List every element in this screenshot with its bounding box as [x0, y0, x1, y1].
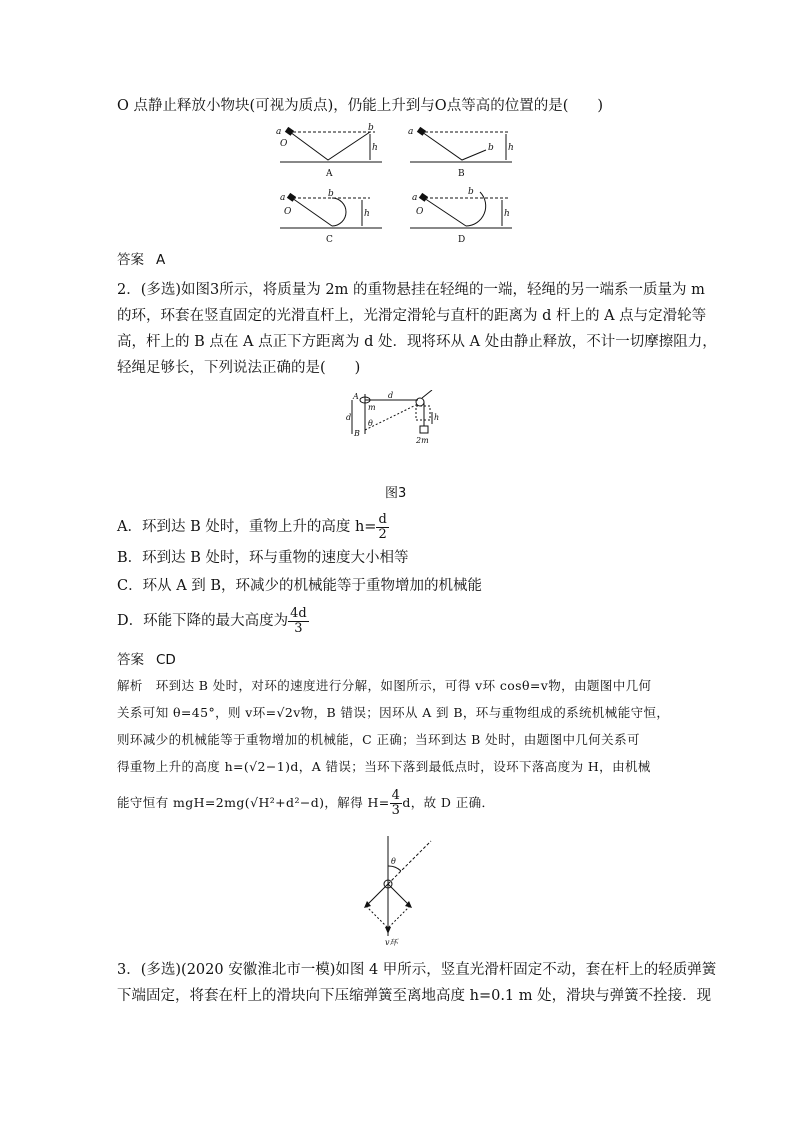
q1-option-B-label: B [458, 169, 465, 179]
answer-value: A [156, 252, 166, 268]
q1-option-A-label: A [326, 169, 333, 179]
option-A-fraction [376, 513, 388, 542]
q2-label-d-side: d [346, 413, 352, 422]
analysis-line4: 得重物上升的高度 h=(√2−1)d，A 错误；当环下落到最低点时，设环下落高度为 H，由机械 [117, 759, 651, 774]
answer-value: CD [156, 652, 176, 668]
q1-label-O: O [284, 207, 292, 217]
q2-label-m: m [368, 403, 376, 412]
analysis-line5-pre: 能守恒有 mgH=2mg(√H²+d²−d)，解得 H= [117, 795, 390, 810]
q1-label-b: b [328, 189, 334, 199]
q2-stem-line1: 2．(多选)如图3所示，将质量为 2m 的重物悬挂在轻绳的一端，轻绳的另一端系一质量为 m [117, 282, 705, 298]
q1-label-h: h [504, 209, 510, 219]
analysis-fraction [390, 789, 403, 818]
analysis-line2: 关系可知 θ=45°，则 v环=√2v物，B 错误；因环从 A 到 B，环与重物组成的系统机械能守恒， [117, 705, 670, 720]
q1-label-O: O [280, 139, 288, 149]
q2-answer [117, 650, 176, 670]
q2-stem-line4: 轻绳足够长，下列说法正确的是( ) [117, 360, 361, 376]
q1-label-h: h [364, 209, 370, 219]
q3-stem-line1: 3．(多选)(2020 安徽淮北市一模)如图 4 甲所示，竖直光滑杆固定不动，套在杆上的轻质弹簧 [117, 962, 717, 978]
frac-den: 3 [294, 620, 303, 636]
q1-stem: O 点静止释放小物块(可视为质点)，仍能上升到与O点等高的位置的是( ) [117, 98, 604, 114]
frac-den: 2 [378, 526, 387, 542]
velocity-decomposition-figure [355, 836, 435, 948]
frac-den: 3 [391, 803, 401, 818]
q1-label-a: a [408, 127, 414, 137]
q1-label-b: b [488, 143, 494, 153]
q1-answer [117, 250, 165, 270]
option-A-text: A．环到达 B 处时，重物上升的高度 h= [117, 519, 377, 535]
q2-option-A [117, 512, 389, 542]
q2-label-theta: θ [368, 419, 373, 428]
q2-label-h: h [434, 413, 440, 422]
q2-stem-line2: 的环，环套在竖直固定的光滑直杆上，光滑定滑轮与直杆的距离为 d 杆上的 A 点与定滑轮等 [117, 308, 707, 324]
q1-option-C-label: C [326, 235, 333, 245]
q3-stem-line2: 下端固定，将套在杆上的滑块向下压缩弹簧至离地高度 h=0.1 m 处，滑块与弹簧不拴接．现 [117, 988, 712, 1004]
q1-label-h: h [372, 143, 378, 153]
q1-label-h: h [508, 143, 514, 153]
q1-label-a: a [412, 193, 418, 203]
q1-label-a: a [280, 193, 286, 203]
q1-label-b: b [368, 123, 374, 133]
q2-label-d-top: d [388, 391, 394, 400]
option-D-fraction [288, 607, 309, 636]
analysis-line5 [117, 788, 494, 818]
frac-num: 4d [290, 605, 307, 621]
q2-stem-line3: 高，杆上的 B 点在 A 点正下方距离为 d 处．现将环从 A 处由静止释放，不计一切摩擦阻力， [117, 334, 717, 350]
figure-3-caption: 图3 [385, 486, 407, 501]
frac-num: 4 [391, 788, 401, 803]
q1-label-O: O [416, 207, 424, 217]
q1-label-a: a [276, 127, 282, 137]
q2-label-B: B [354, 429, 360, 438]
analysis-line5-post: d，故 D 正确． [402, 795, 495, 810]
q1-figure [270, 122, 530, 247]
option-D-text: D．环能下降的最大高度为 [117, 613, 289, 629]
analysis-line1: 解析 环到达 B 处时，对环的速度进行分解，如图所示，可得 v环 cosθ=v物，由题图中几何 [117, 678, 652, 693]
q2-option-D [117, 606, 309, 636]
q1-option-D-label: D [458, 235, 466, 245]
answer-label: 答案 [117, 652, 144, 668]
q2-option-C: C．环从 A 到 B，环减少的机械能等于重物增加的机械能 [117, 578, 483, 594]
q1-label-b: b [468, 187, 474, 197]
q2-figure-3 [340, 390, 450, 470]
frac-num: d [378, 511, 387, 527]
q2-label-2m: 2m [416, 436, 429, 445]
vec-label-v: v环 [385, 938, 398, 947]
q2-option-B: B．环到达 B 处时，环与重物的速度大小相等 [117, 550, 409, 566]
vec-label-theta: θ [391, 857, 396, 866]
answer-label: 答案 [117, 252, 144, 268]
analysis-line3: 则环减少的机械能等于重物增加的机械能，C 正确；当环到达 B 处时，由题图中几何关系可 [117, 732, 640, 747]
q2-label-A: A [353, 392, 359, 401]
